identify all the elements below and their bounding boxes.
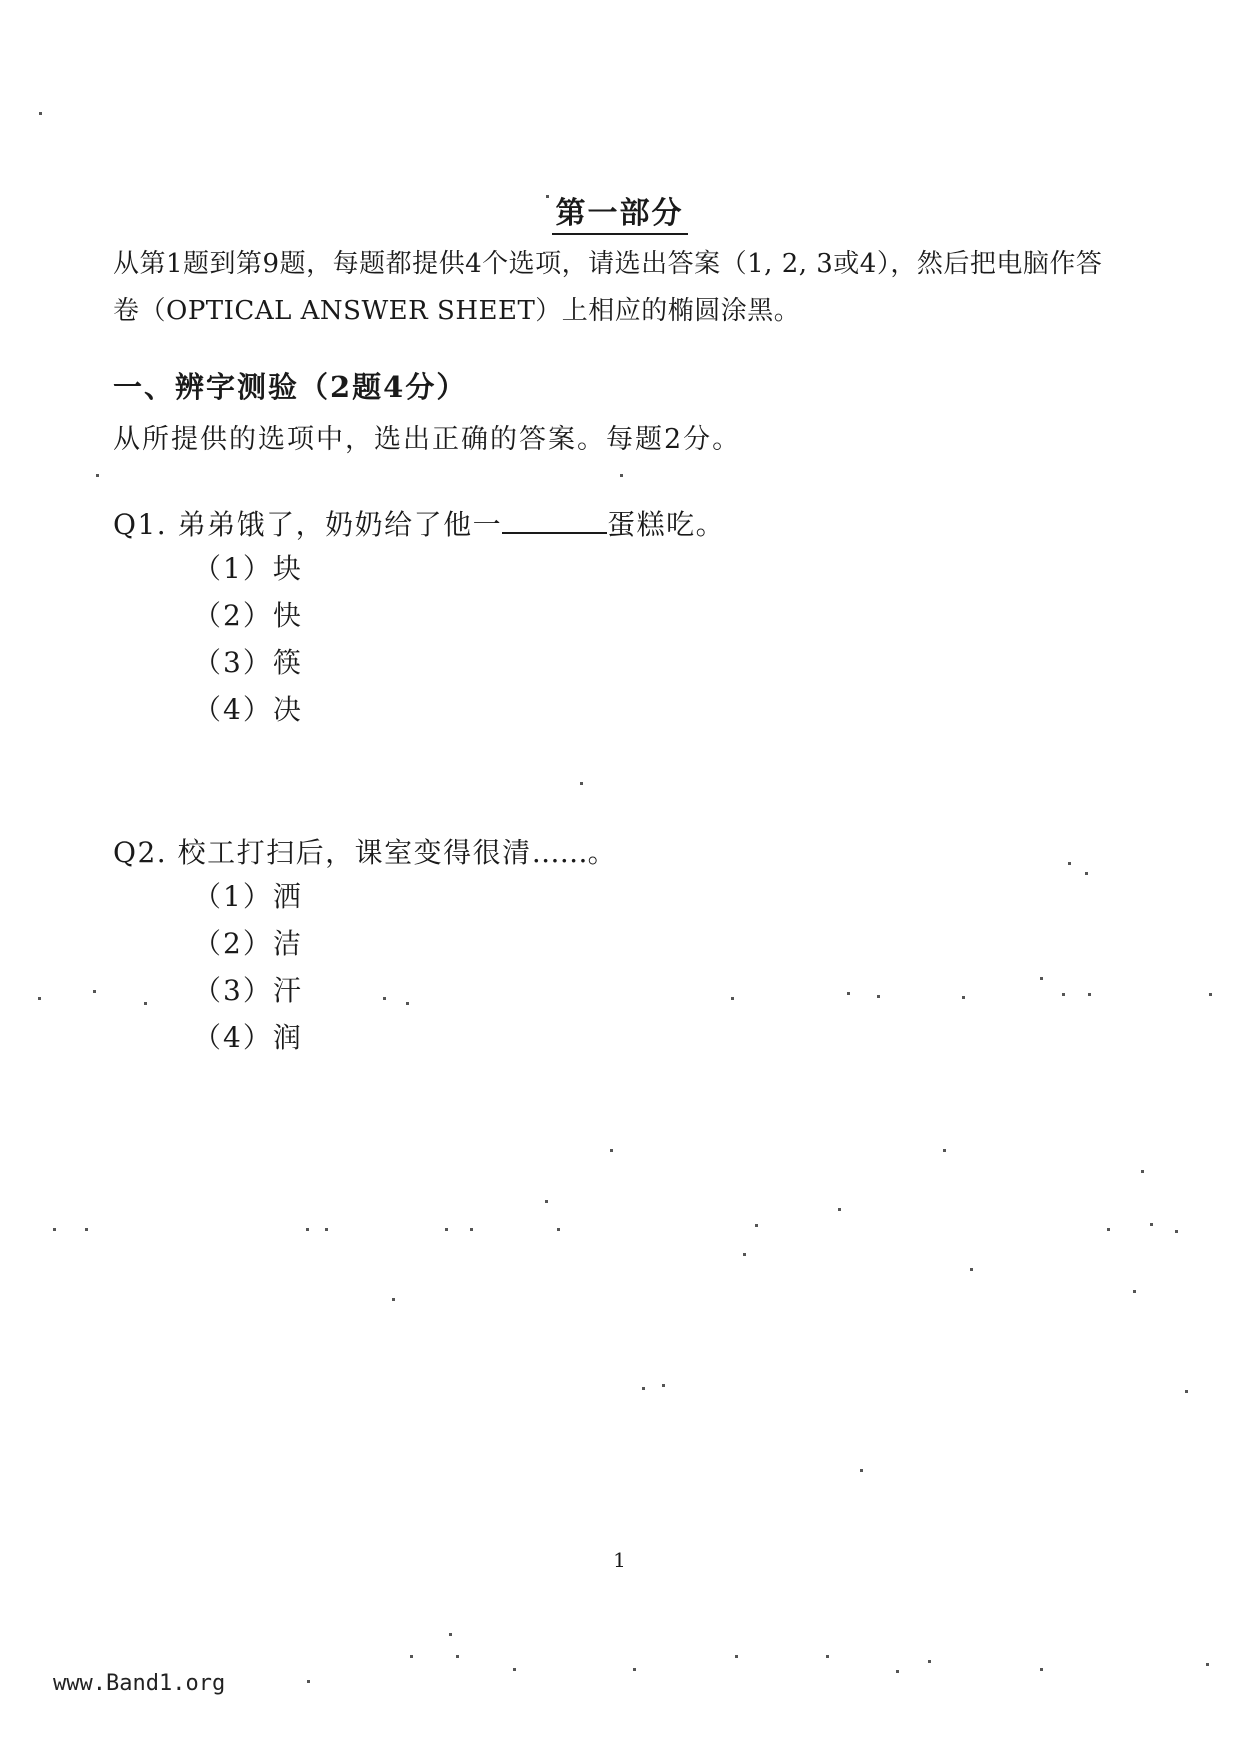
scan-speck — [38, 997, 41, 1000]
scan-speck — [470, 1228, 473, 1231]
scan-speck — [306, 1228, 309, 1231]
scan-speck — [445, 1228, 448, 1231]
question-1-blank — [502, 506, 607, 534]
question-1 — [113, 503, 725, 543]
scan-speck — [39, 112, 42, 115]
question-2-suffix: 。 — [587, 836, 618, 869]
question-2 — [113, 831, 617, 871]
question-1-option-4: （4）决 — [193, 693, 303, 726]
scan-speck — [943, 1149, 946, 1152]
scan-speck — [642, 1387, 645, 1390]
scan-speck — [970, 1268, 973, 1271]
scan-speck — [1088, 993, 1091, 996]
question-1-option-3: （3）筷 — [193, 646, 303, 679]
question-1-options — [193, 545, 303, 733]
scan-speck — [1185, 1390, 1188, 1393]
scan-speck — [735, 1655, 738, 1658]
scan-speck — [513, 1668, 516, 1671]
question-2-option-2: （2）洁 — [193, 927, 303, 960]
section-instructions: 从第1题到第9题，每题都提供4个选项，请选出答案（1, 2, 3或4），然后把电脑作答卷（OPTICAL ANSWER SHEET）上相应的椭圆涂黑。 — [113, 249, 1103, 326]
scan-speck — [896, 1670, 899, 1673]
question-2-option-4: （4）润 — [193, 1021, 303, 1054]
scan-speck — [410, 1655, 413, 1658]
question-2-options — [193, 873, 303, 1061]
scan-speck — [1133, 1290, 1136, 1293]
scan-speck — [1150, 1223, 1153, 1226]
scan-speck — [1141, 1170, 1144, 1173]
scan-speck — [546, 195, 549, 198]
scan-speck — [1040, 1668, 1043, 1671]
question-1-suffix: 蛋糕吃。 — [607, 508, 726, 541]
scan-speck — [1068, 862, 1071, 865]
scan-speck — [962, 996, 965, 999]
scan-speck — [620, 474, 623, 477]
page-number: 1 — [613, 1548, 626, 1572]
scan-speck — [928, 1660, 931, 1663]
scan-speck — [456, 1655, 459, 1658]
question-2-blank: …… — [531, 836, 588, 869]
scan-speck — [610, 1149, 613, 1152]
scan-speck — [662, 1384, 665, 1387]
footer-url: www.Band1.org — [53, 1671, 226, 1696]
scan-speck — [1209, 993, 1212, 996]
scan-speck — [633, 1668, 636, 1671]
scan-speck — [1040, 977, 1043, 980]
part-heading: 一、辨字测验（2题4分） — [113, 370, 468, 404]
scan-speck — [449, 1633, 452, 1636]
scan-speck — [325, 1228, 328, 1231]
question-2-option-3: （3）汗 — [193, 974, 303, 1007]
scan-speck — [1107, 1228, 1110, 1231]
question-1-prefix: Q1. 弟弟饿了，奶奶给了他一 — [113, 508, 503, 541]
scan-speck — [557, 1228, 560, 1231]
scan-speck — [847, 992, 850, 995]
scan-speck — [580, 782, 583, 785]
scan-speck — [545, 1200, 548, 1203]
scan-speck — [96, 474, 99, 477]
part-subheading: 从所提供的选项中，选出正确的答案。每题2分。 — [113, 424, 742, 455]
question-1-option-1: （1）块 — [193, 552, 303, 585]
scan-speck — [93, 990, 96, 993]
scan-speck — [860, 1469, 863, 1472]
scan-speck — [1175, 1230, 1178, 1233]
question-2-prefix: Q2. 校工打扫后，课室变得很清 — [113, 836, 532, 869]
scan-speck — [1085, 872, 1088, 875]
question-1-option-2: （2）快 — [193, 599, 303, 632]
scan-speck — [743, 1253, 746, 1256]
scan-speck — [392, 1298, 395, 1301]
scan-speck — [307, 1680, 310, 1683]
scan-speck — [755, 1224, 758, 1227]
scan-speck — [1206, 1663, 1209, 1666]
scan-speck — [826, 1655, 829, 1658]
scan-speck — [144, 1002, 147, 1005]
scan-speck — [53, 1228, 56, 1231]
scan-speck — [1062, 993, 1065, 996]
scan-speck — [85, 1228, 88, 1231]
section-title — [0, 188, 1239, 232]
scan-speck — [383, 997, 386, 1000]
scan-speck — [731, 997, 734, 1000]
question-2-option-1: （1）洒 — [193, 880, 303, 913]
scan-speck — [877, 995, 880, 998]
scan-speck — [838, 1208, 841, 1211]
scan-speck — [406, 1002, 409, 1005]
section-title-text: 第一部分 — [552, 196, 688, 235]
